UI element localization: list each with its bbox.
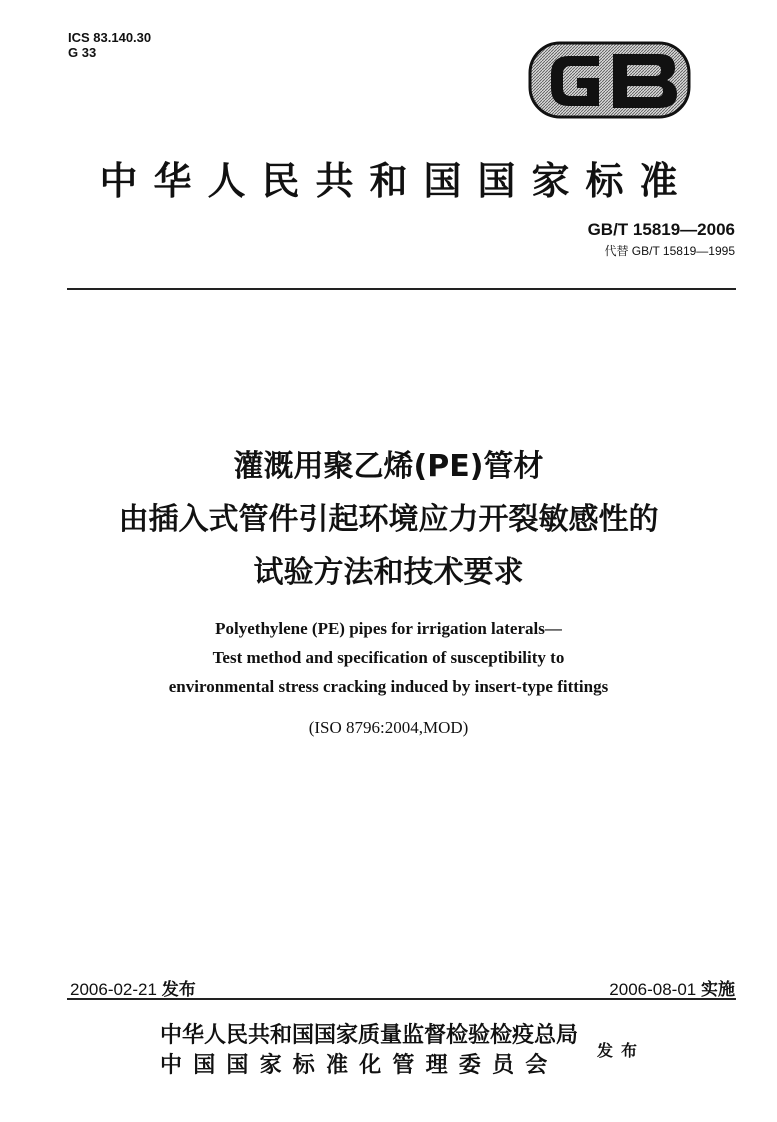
header-divider (67, 288, 736, 290)
ics-code: ICS 83.140.30 (68, 30, 152, 45)
issue-label: 发布 (161, 980, 196, 999)
chinese-title-line-2: 由插入式管件引起环境应力开裂敏感性的 (118, 502, 659, 537)
issuer-line-2: 中国国家标准化管理委员会 (160, 1052, 559, 1078)
gb-logo (527, 40, 692, 120)
english-title-line-2: Test method and specification of susceptibility to (212, 648, 565, 667)
issuer-line-1: 中华人民共和国国家质量监督检验检疫总局 (160, 1022, 579, 1048)
iso-reference: (ISO 8796:2004,MOD) (308, 718, 469, 737)
footer-divider (67, 998, 736, 1000)
standard-number: GB/T 15819—2006 (587, 220, 735, 239)
standard-title: 中华人民共和国国家标准 (99, 158, 694, 203)
issue-date-block (70, 975, 196, 1000)
issuing-authorities (160, 1020, 578, 1080)
replaces-note: 代替 GB/T 15819—1995 (604, 244, 735, 258)
issue-date: 2006-02-21 (70, 980, 157, 999)
chinese-title-line-3: 试验方法和技术要求 (253, 555, 524, 590)
english-title-line-1: Polyethylene (PE) pipes for irrigation laterals— (215, 619, 562, 638)
chinese-title-line-1: 灌溉用聚乙烯(PE)管材 (233, 449, 544, 484)
implementation-date: 2006-08-01 (609, 980, 697, 999)
implementation-date-block (609, 975, 735, 1000)
english-title (0, 614, 777, 701)
publish-label: 发布 (597, 1041, 646, 1060)
ccs-code: G 33 (68, 45, 97, 60)
classification-codes (68, 30, 151, 60)
standard-number-block (588, 220, 735, 259)
chinese-title (0, 440, 777, 599)
english-title-line-3: environmental stress cracking induced by insert-type fittings (168, 677, 609, 696)
implementation-label: 实施 (701, 980, 735, 999)
